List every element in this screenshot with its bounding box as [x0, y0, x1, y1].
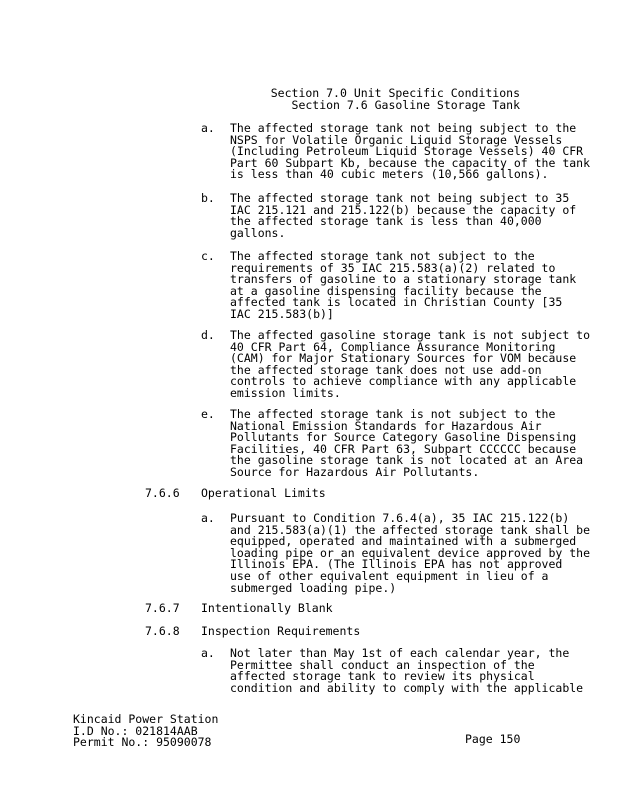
- item-line: The affected storage tank not being subject to the: [230, 121, 577, 135]
- item-line: equipped, operated and maintained with a submerged: [230, 534, 577, 549]
- item-label: c.: [201, 249, 215, 263]
- item-label: b.: [201, 191, 215, 205]
- item-line: IAC 215.583(b)]: [230, 306, 334, 321]
- item-line: 40 CFR Part 64, Compliance Assurance Monitoring: [230, 339, 556, 354]
- item-line: the affected storage tank is less than 40,000: [230, 214, 542, 229]
- item-line: at a gasoline dispensing facility because the: [230, 283, 542, 298]
- item-line: IAC 215.121 and 215.122(b) because the capacity of: [230, 202, 577, 217]
- section-title: Inspection Requirements: [201, 624, 361, 638]
- item-text: [230, 251, 576, 321]
- page-number: Page 150: [465, 732, 521, 746]
- item-line: requirements of 35 IAC 215.583(a)(2) related to: [230, 260, 556, 275]
- item-label: a.: [201, 121, 215, 135]
- section-title: Operational Limits: [201, 486, 326, 500]
- item-text: [230, 330, 590, 400]
- item-line: the affected storage tank does not use add-on: [230, 362, 542, 377]
- item-line: National Emission Standards for Hazardous Air: [230, 418, 542, 433]
- item-line: submerged loading pipe.): [230, 580, 397, 595]
- item-line: the gasoline storage tank is not located at an Area: [230, 453, 584, 468]
- item-line: controls to achieve compliance with any applicable: [230, 374, 577, 389]
- header-subsection-title: Section 7.6 Gasoline Storage Tank: [291, 97, 520, 112]
- item-label: a.: [201, 646, 215, 660]
- item-line: Pollutants for Source Category Gasoline Dispensing: [230, 430, 577, 445]
- footer-id-number: I.D No.: 021814AAB: [73, 723, 198, 738]
- item-line: is less than 40 cubic meters (10,566 gallons).: [230, 167, 549, 182]
- item-line: Part 60 Subpart Kb, because the capacity of the tank: [230, 155, 591, 170]
- item-line: condition and ability to comply with the applicable: [230, 680, 584, 695]
- item-line: The affected gasoline storage tank is not subject to: [230, 328, 591, 342]
- item-line: loading pipe or an equivalent device approved by the: [230, 545, 591, 560]
- item-line: Illinois EPA. (The Illinois EPA has not approved: [230, 557, 563, 572]
- item-line: (Including Petroleum Liquid Storage Vessels) 40 CFR: [230, 144, 584, 159]
- item-line: Source for Hazardous Air Pollutants.: [230, 464, 480, 479]
- item-line: Permittee shall conduct an inspection of the: [230, 657, 535, 672]
- item-text: [230, 123, 590, 181]
- item-label: e.: [201, 407, 215, 421]
- item-line: Facilities, 40 CFR Part 63, Subpart CCCCCC because: [230, 441, 577, 456]
- item-label: a.: [201, 511, 215, 525]
- item-line: gallons.: [230, 225, 286, 240]
- item-line: The affected storage tank not subject to the: [230, 249, 535, 263]
- header-section-title: Section 7.0 Unit Specific Conditions: [270, 86, 520, 100]
- footer-facility-name: Kincaid Power Station: [73, 712, 219, 726]
- item-line: affected tank is located in Christian County [35: [230, 295, 563, 310]
- item-line: (CAM) for Major Stationary Sources for VOM because: [230, 351, 577, 366]
- item-line: transfers of gasoline to a stationary storage tank: [230, 272, 577, 287]
- item-line: affected storage tank to review its physical: [230, 669, 535, 684]
- item-text: [230, 409, 583, 479]
- item-line: NSPS for Volatile Organic Liquid Storage Vessels: [230, 132, 563, 147]
- section-number: 7.6.6: [145, 486, 180, 500]
- item-text: [230, 513, 590, 594]
- footer-permit-number: Permit No.: 95090078: [73, 735, 212, 750]
- section-title: Intentionally Blank: [201, 601, 333, 615]
- item-line: The affected storage tank is not subject to the: [230, 407, 556, 421]
- item-line: use of other equivalent equipment in lieu of a: [230, 568, 549, 583]
- footer: [73, 714, 218, 749]
- item-line: Not later than May 1st of each calendar year, the: [230, 646, 570, 660]
- item-line: and 215.583(a)(1) the affected storage tank shall be: [230, 522, 591, 537]
- item-line: The affected storage tank not being subject to 35: [230, 191, 570, 205]
- item-text: [230, 193, 576, 239]
- section-number: 7.6.7: [145, 601, 180, 615]
- item-line: Pursuant to Condition 7.6.4(a), 35 IAC 215.122(b): [230, 511, 570, 525]
- item-text: [230, 648, 583, 694]
- section-number: 7.6.8: [145, 624, 180, 638]
- item-label: d.: [201, 328, 215, 342]
- item-line: emission limits.: [230, 385, 341, 400]
